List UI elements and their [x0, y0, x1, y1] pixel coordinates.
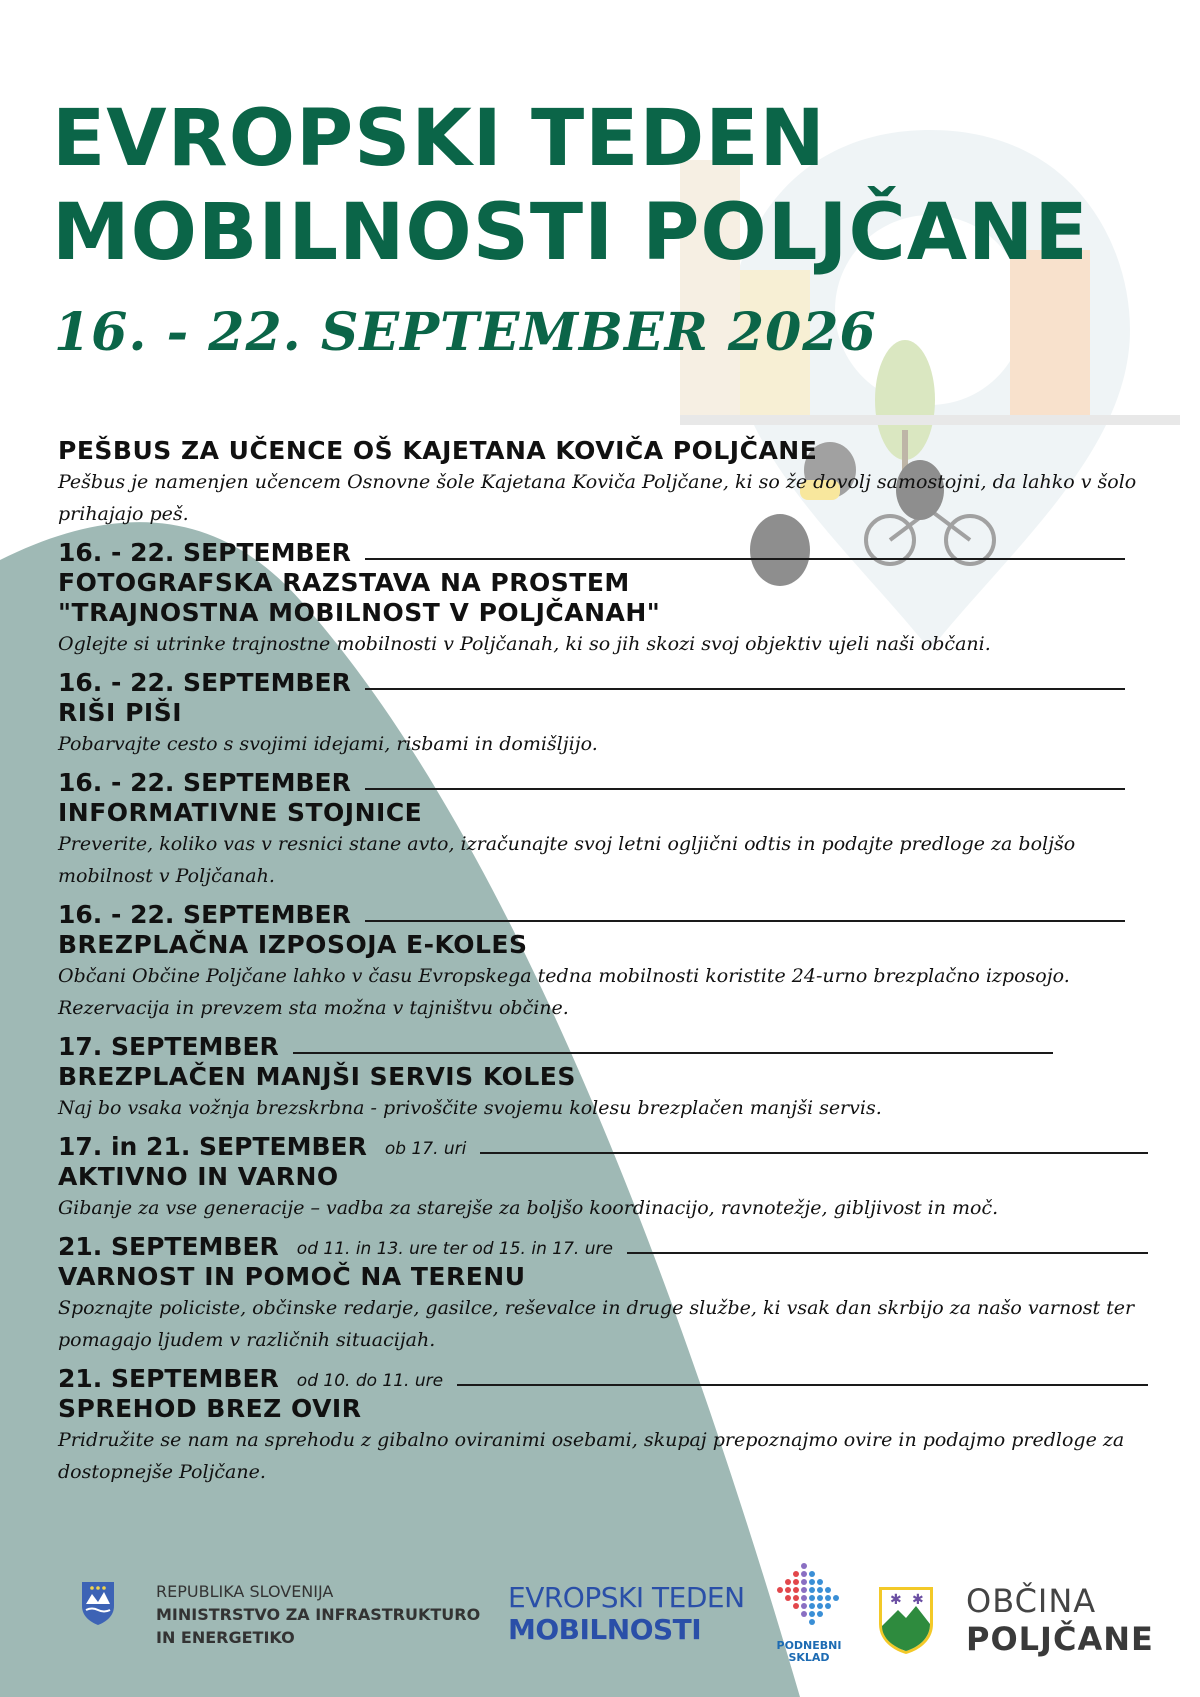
obcina-poljcane-logo	[876, 1582, 1154, 1658]
event-date-row	[58, 1032, 1148, 1062]
obcina-line-1: OBČINA	[966, 1582, 1097, 1620]
event-title-line-2: "TRAJNOSTNA MOBILNOST V POLJČANAH"	[58, 598, 661, 627]
events-list	[58, 436, 1148, 1496]
event-date: 16. - 22. SEPTEMBER	[58, 668, 351, 697]
event-description: Pridružite se nam na sprehodu z gibalno oviranimi osebami, skupaj prepoznajmo ovire in podajmo predloge za dostopnejše Poljčane.	[58, 1429, 1125, 1483]
event-description: Spoznajte policiste, občinske redarje, gasilce, reševalce in druge službe, ki vsak dan skrbijo za našo varnost ter pomagajo ljudem v različnih situacijah.	[58, 1297, 1135, 1351]
event-dates: 16. - 22. SEPTEMBER 2026	[54, 302, 877, 363]
poljcane-coat-of-arms-icon	[876, 1584, 936, 1656]
ministry-line-3: IN ENERGETIKO	[156, 1628, 295, 1647]
sklad-line-2: SKLAD	[788, 1651, 830, 1664]
etm-logo	[508, 1582, 745, 1646]
event-item	[58, 1032, 1148, 1124]
title-line-1: EVROPSKI TEDEN	[52, 94, 826, 184]
etm-line-2: MOBILNOSTI	[508, 1613, 702, 1646]
event-date: 16. - 22. SEPTEMBER	[58, 900, 351, 929]
event-time: ob 17. uri	[384, 1139, 467, 1159]
event-title: VARNOST IN POMOČ NA TERENU	[58, 1262, 526, 1291]
event-item	[58, 436, 1148, 530]
event-date-row	[58, 768, 1148, 798]
event-date: 21. SEPTEMBER	[58, 1232, 279, 1261]
event-title: AKTIVNO IN VARNO	[58, 1162, 339, 1191]
event-description: Občani Občine Poljčane lahko v času Evropskega tedna mobilnosti koristite 24-urno brezplačno izposojo. Rezervacija in prevzem sta možna v tajništvu občine.	[58, 965, 1070, 1019]
ministry-name	[156, 1580, 480, 1649]
ministry-line-2: MINISTRSTVO ZA INFRASTRUKTURO	[156, 1605, 481, 1624]
event-time: od 11. in 13. ure ter od 15. in 17. ure	[296, 1239, 613, 1259]
event-title: BREZPLAČEN MANJŠI SERVIS KOLES	[58, 1062, 576, 1091]
event-item	[58, 1364, 1148, 1488]
event-item	[58, 668, 1148, 760]
dot-grid-icon	[772, 1560, 846, 1636]
event-date-row	[58, 668, 1148, 698]
obcina-line-2: POLJČANE	[966, 1620, 1154, 1658]
event-date-row	[58, 1132, 1148, 1162]
event-description: Pešbus je namenjen učencem Osnovne šole Kajetana Koviča Poljčane, ki so že dovolj samostojni, da lahko v šolo prihajajo peš.	[58, 471, 1137, 525]
event-title: SPREHOD BREZ OVIR	[58, 1394, 362, 1423]
svg-text:✱: ✱	[912, 1592, 924, 1608]
title-line-2: MOBILNOSTI POLJČANE	[52, 188, 1089, 278]
ministry-logo-block	[80, 1580, 480, 1649]
event-date-row	[58, 538, 1148, 568]
svg-text:✱: ✱	[890, 1592, 902, 1608]
sklad-line-1: PODNEBNI	[776, 1639, 842, 1652]
event-item	[58, 1132, 1148, 1224]
event-time: od 10. do 11. ure	[296, 1371, 444, 1391]
event-date-row	[58, 900, 1148, 930]
event-date-row	[58, 1232, 1148, 1262]
event-date: 17. in 21. SEPTEMBER	[58, 1132, 367, 1161]
obcina-name	[966, 1582, 1154, 1658]
divider-line	[627, 1252, 1148, 1254]
divider-line	[365, 920, 1125, 922]
event-description: Naj bo vsaka vožnja brezskrbna - privoščite svojemu kolesu brezplačen manjši servis.	[58, 1097, 882, 1119]
event-date-row	[58, 1364, 1148, 1394]
event-title: RIŠI PIŠI	[58, 698, 182, 727]
podnebni-sklad-logo	[772, 1560, 846, 1664]
event-item	[58, 1232, 1148, 1356]
event-description: Oglejte si utrinke trajnostne mobilnosti v Poljčanah, ki so jih skozi svoj objektiv ujeli naši občani.	[58, 633, 991, 655]
etm-line-1: EVROPSKI TEDEN	[508, 1581, 745, 1614]
event-date: 16. - 22. SEPTEMBER	[58, 538, 351, 567]
ministry-line-1: REPUBLIKA SLOVENIJA	[156, 1582, 334, 1601]
divider-line	[457, 1384, 1148, 1386]
event-item	[58, 768, 1148, 892]
event-date: 16. - 22. SEPTEMBER	[58, 768, 351, 797]
divider-line	[365, 688, 1125, 690]
event-title: PEŠBUS ZA UČENCE OŠ KAJETANA KOVIČA POLJČANE	[58, 436, 818, 465]
poster-title	[52, 92, 1089, 280]
footer-logos	[0, 1560, 1200, 1680]
event-description: Preverite, koliko vas v resnici stane avto, izračunajte svoj letni ogljični odtis in podajte predloge za boljšo mobilnost v Poljčanah.	[58, 833, 1076, 887]
event-item	[58, 538, 1148, 660]
divider-line	[365, 558, 1125, 560]
event-description: Gibanje za vse generacije – vadba za starejše za boljšo koordinacijo, ravnotežje, gibljivost in moč.	[58, 1197, 999, 1219]
event-title: BREZPLAČNA IZPOSOJA E-KOLES	[58, 930, 528, 959]
divider-line	[293, 1052, 1053, 1054]
event-description: Pobarvajte cesto s svojimi idejami, risbami in domišljijo.	[58, 733, 598, 755]
event-item	[58, 900, 1148, 1024]
event-date: 17. SEPTEMBER	[58, 1032, 279, 1061]
divider-line	[480, 1152, 1148, 1154]
slovenia-coat-of-arms-icon	[80, 1580, 116, 1626]
event-date: 21. SEPTEMBER	[58, 1364, 279, 1393]
event-title: FOTOGRAFSKA RAZSTAVA NA PROSTEM	[58, 568, 630, 597]
event-title: INFORMATIVNE STOJNICE	[58, 798, 423, 827]
divider-line	[365, 788, 1125, 790]
